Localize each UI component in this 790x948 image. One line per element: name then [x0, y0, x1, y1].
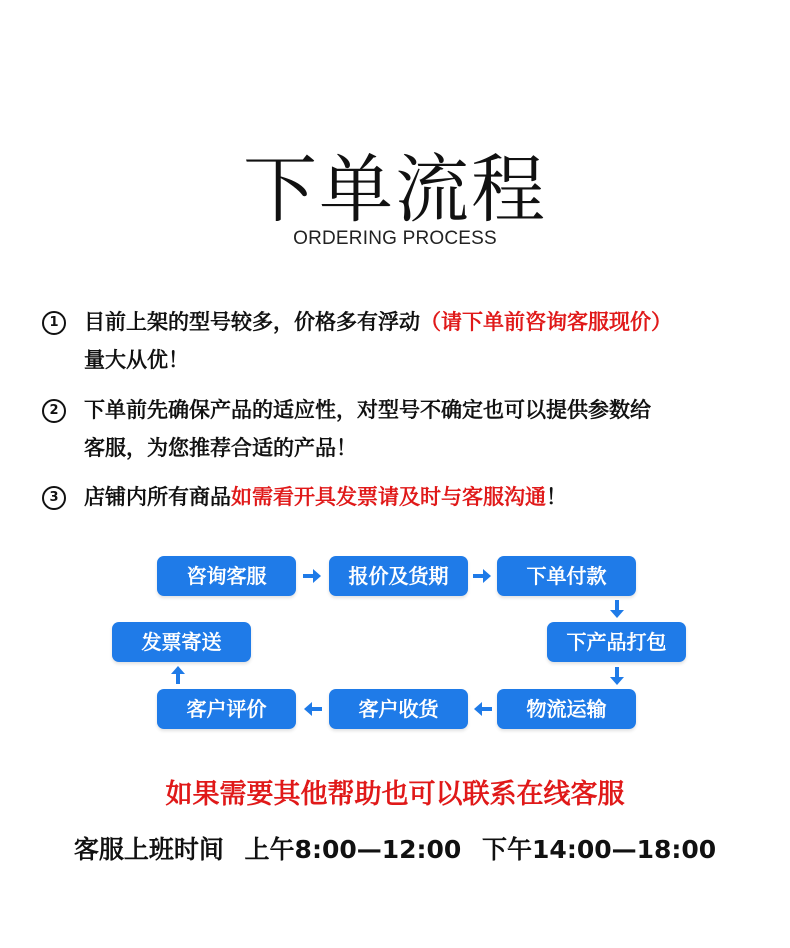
arrow-right-icon	[471, 566, 493, 586]
note-text: 下单前先确保产品的适应性，对型号不确定也可以提供参数给	[84, 398, 651, 422]
note-text: ！	[546, 485, 567, 509]
note-text: 量大从优！	[84, 348, 189, 372]
arrow-up-icon	[168, 664, 188, 686]
note-highlight: 如需看开具发票请及时与客服沟通	[231, 485, 546, 509]
arrow-right-icon	[301, 566, 323, 586]
flow-step-pack: 下产品打包	[547, 622, 686, 662]
help-text: 如果需要其他帮助也可以联系在线客服	[165, 779, 625, 810]
hours-morning: 上午8:00—12:00	[244, 835, 462, 864]
note-text: 店铺内所有商品	[84, 485, 231, 509]
hours-afternoon: 下午14:00—18:00	[482, 835, 717, 864]
note-line	[42, 341, 782, 379]
flow-step-receive: 客户收货	[329, 689, 468, 729]
number-badge: 2	[42, 399, 66, 423]
note-highlight: （请下单前咨询客服现价）	[420, 310, 672, 334]
flow-step-review: 客户评价	[157, 689, 296, 729]
arrow-left-icon	[302, 699, 324, 719]
flow-step-quote: 报价及货期	[329, 556, 468, 596]
arrow-down-icon	[607, 598, 627, 620]
service-hours	[0, 830, 790, 866]
page-title: 下单流程	[243, 147, 547, 233]
note-1	[42, 303, 782, 379]
note-text: 目前上架的型号较多，价格多有浮动	[84, 310, 420, 334]
note-line	[42, 429, 782, 467]
page-subtitle: ORDERING PROCESS	[293, 228, 497, 249]
note-text: 客服，为您推荐合适的产品！	[84, 436, 357, 460]
flow-step-pay: 下单付款	[497, 556, 636, 596]
number-badge: 1	[42, 311, 66, 335]
arrow-down-icon	[607, 665, 627, 687]
note-line	[42, 391, 782, 429]
flow-step-ship: 物流运输	[497, 689, 636, 729]
arrow-left-icon	[472, 699, 494, 719]
note-2	[42, 391, 782, 467]
note-line	[42, 478, 782, 516]
note-line	[42, 303, 782, 341]
hours-label: 客服上班时间	[73, 835, 224, 864]
flow-step-consult: 咨询客服	[157, 556, 296, 596]
flow-step-invoice: 发票寄送	[112, 622, 251, 662]
note-3	[42, 478, 782, 516]
number-badge: 3	[42, 486, 66, 510]
